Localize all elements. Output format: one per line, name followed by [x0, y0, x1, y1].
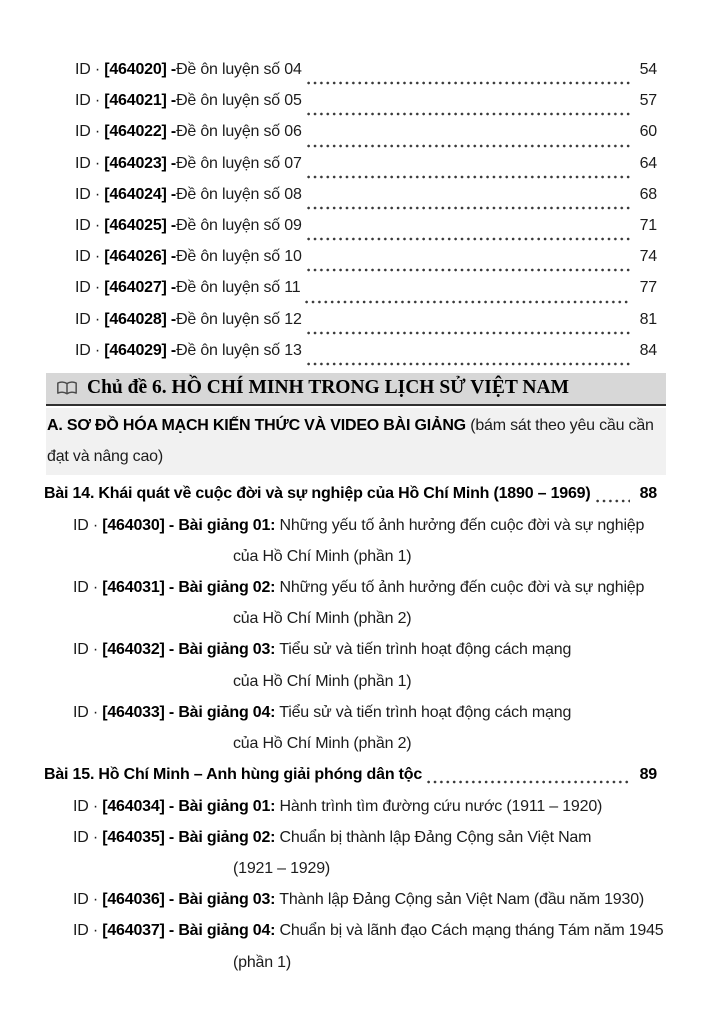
- toc-row-id: [464024] -: [104, 185, 177, 203]
- dot-leader: [307, 123, 630, 154]
- toc-row-title: Đề ôn luyện số 05: [176, 92, 302, 110]
- lecture-continuation-line: của Hồ Chí Minh (phần 1): [233, 672, 412, 690]
- dot-leader: [307, 342, 630, 373]
- dot-leader: [307, 155, 630, 186]
- lecture-id: [464037] -: [102, 922, 175, 940]
- toc-row-title: Đề ôn luyện số 09: [176, 216, 302, 234]
- exam-toc-list: [0, 0, 721, 373]
- toc-row: [75, 342, 657, 373]
- lesson-page-number: 89: [639, 766, 657, 784]
- lecture-label: Bài giảng 02:: [178, 828, 276, 846]
- lecture-item-line: [44, 884, 657, 915]
- dot-leader: [307, 217, 630, 248]
- section-a-note: (bám sát theo yêu cầu cần đạt và nâng cao): [47, 416, 654, 466]
- open-book-icon: [56, 381, 78, 396]
- lecture-item-line: [44, 634, 657, 665]
- lecture-text: Chuẩn bị và lãnh đạo Cách mạng tháng Tám năm 1945: [279, 922, 664, 940]
- toc-row: [75, 155, 657, 186]
- lecture-id-prefix: ID ·: [73, 797, 98, 815]
- lecture-id: [464036] -: [102, 891, 175, 909]
- lecture-text: Tiểu sử và tiến trình hoạt động cách mạng: [279, 703, 572, 721]
- toc-row-page-number: 81: [639, 310, 657, 328]
- lesson-title: Bài 14. Khái quát về cuộc đời và sự nghiệp của Hồ Chí Minh (1890 – 1969): [44, 485, 591, 503]
- toc-row-title: Đề ôn luyện số 08: [176, 185, 302, 203]
- chapter-title: Chủ đề 6. HỒ CHÍ MINH TRONG LỊCH SỬ VIỆT NAM: [87, 377, 569, 399]
- lecture-continuation-line: của Hồ Chí Minh (phần 1): [233, 547, 412, 565]
- lecture-id-prefix: ID ·: [73, 641, 98, 659]
- toc-row-id-prefix: ID ·: [75, 310, 100, 328]
- lecture-continuation-line: (1921 – 1929): [233, 859, 331, 877]
- lecture-item-line: [44, 822, 657, 853]
- lecture-label: Bài giảng 01:: [178, 516, 276, 534]
- lecture-id-prefix: ID ·: [73, 516, 98, 534]
- toc-row-id-prefix: ID ·: [75, 92, 100, 110]
- toc-row-id: [464026] -: [104, 248, 177, 266]
- dot-leader: [307, 61, 630, 92]
- lecture-item-line: [44, 915, 664, 946]
- toc-row-id-prefix: ID ·: [75, 279, 100, 297]
- lecture-id-prefix: ID ·: [73, 922, 98, 940]
- chapter-heading-band: [46, 373, 666, 406]
- toc-row-id-prefix: ID ·: [75, 61, 100, 78]
- toc-row-id: [464020] -: [104, 61, 177, 78]
- lecture-id: [464030] -: [102, 516, 175, 534]
- toc-row-id-prefix: ID ·: [75, 216, 100, 234]
- lesson-title-row: [44, 759, 657, 790]
- lecture-item-line: [44, 697, 657, 728]
- lecture-label: Bài giảng 03:: [178, 891, 276, 909]
- toc-row-title: Đề ôn luyện số 12: [176, 310, 302, 328]
- lecture-text: Thành lập Đảng Cộng sản Việt Nam (đầu năm 1930): [279, 891, 645, 909]
- toc-row-title: Đề ôn luyện số 04: [176, 61, 302, 78]
- lecture-item: [44, 510, 657, 572]
- toc-row: [75, 123, 657, 154]
- toc-row-id-prefix: ID ·: [75, 185, 100, 203]
- toc-row-id-prefix: ID ·: [75, 123, 100, 141]
- lesson-group: [44, 478, 657, 759]
- lecture-label: Bài giảng 03:: [178, 641, 276, 659]
- lecture-label: Bài giảng 04:: [178, 703, 276, 721]
- toc-row-title: Đề ôn luyện số 07: [176, 154, 302, 172]
- toc-row: [75, 61, 657, 92]
- lecture-continuation-line: của Hồ Chí Minh (phần 2): [233, 610, 412, 628]
- dot-leader: [596, 478, 631, 509]
- toc-row-id: [464021] -: [104, 92, 177, 110]
- lecture-item: [44, 697, 657, 759]
- toc-row-id: [464023] -: [104, 154, 177, 172]
- toc-row-id-prefix: ID ·: [75, 248, 100, 266]
- lecture-continuation-line: (phần 1): [233, 953, 291, 971]
- toc-row-page-number: 57: [639, 92, 657, 110]
- toc-row-id: [464027] -: [104, 279, 177, 297]
- toc-row-id-prefix: ID ·: [75, 154, 100, 172]
- lecture-text: Những yếu tố ảnh hưởng đến cuộc đời và sự nghiệp: [279, 579, 645, 597]
- lecture-id: [464031] -: [102, 579, 175, 597]
- toc-row-page-number: 60: [639, 123, 657, 141]
- lesson-group: [44, 759, 664, 977]
- toc-row-id: [464025] -: [104, 216, 177, 234]
- lecture-item: [44, 915, 664, 977]
- toc-row-id: [464022] -: [104, 123, 177, 141]
- toc-row-title: Đề ôn luyện số 06: [176, 123, 302, 141]
- toc-row-title: Đề ôn luyện số 13: [176, 341, 302, 359]
- lecture-id-prefix: ID ·: [73, 579, 98, 597]
- toc-row-page-number: 64: [639, 154, 657, 172]
- toc-row-page-number: 84: [639, 341, 657, 359]
- dot-leader: [305, 279, 630, 310]
- section-a-title: A. SƠ ĐỒ HÓA MẠCH KIẾN THỨC VÀ VIDEO BÀI GIẢNG: [47, 416, 466, 434]
- lecture-item-line: [44, 791, 657, 822]
- toc-row: [75, 92, 657, 123]
- toc-row-title: Đề ôn luyện số 10: [176, 248, 302, 266]
- dot-leader: [307, 92, 630, 123]
- lecture-item: [44, 822, 657, 884]
- lecture-id-prefix: ID ·: [73, 891, 98, 909]
- lecture-id-prefix: ID ·: [73, 703, 98, 721]
- lecture-continuation-line: của Hồ Chí Minh (phần 2): [233, 735, 412, 753]
- lecture-text: Tiểu sử và tiến trình hoạt động cách mạng: [279, 641, 572, 659]
- lecture-label: Bài giảng 01:: [178, 797, 276, 815]
- lecture-item-line: [44, 572, 657, 603]
- dot-leader: [307, 248, 630, 279]
- dot-leader: [307, 186, 630, 217]
- toc-row-page-number: 54: [639, 61, 657, 78]
- lecture-item-line: [44, 510, 657, 541]
- lecture-text: Những yếu tố ảnh hưởng đến cuộc đời và sự nghiệp: [279, 516, 645, 534]
- lesson-title-row: [44, 478, 657, 509]
- dot-leader: [427, 759, 630, 790]
- toc-row: [75, 186, 657, 217]
- toc-row: [75, 248, 657, 279]
- toc-row: [75, 217, 657, 248]
- lecture-label: Bài giảng 02:: [178, 579, 276, 597]
- lecture-text: Hành trình tìm đường cứu nước (1911 – 1920): [279, 797, 603, 815]
- toc-row-id-prefix: ID ·: [75, 341, 100, 359]
- lecture-id-prefix: ID ·: [73, 828, 98, 846]
- toc-row: [75, 311, 657, 342]
- lecture-id: [464035] -: [102, 828, 175, 846]
- toc-row-page-number: 77: [639, 279, 657, 297]
- toc-row-page-number: 71: [639, 216, 657, 234]
- toc-row-page-number: 74: [639, 248, 657, 266]
- lecture-id: [464033] -: [102, 703, 175, 721]
- lesson-title: Bài 15. Hồ Chí Minh – Anh hùng giải phóng dân tộc: [44, 766, 423, 784]
- lecture-item: [44, 884, 657, 915]
- toc-row-title: Đề ôn luyện số 11: [176, 279, 301, 297]
- lecture-item: [44, 572, 657, 634]
- toc-row-page-number: 68: [639, 185, 657, 203]
- lecture-item: [44, 791, 657, 822]
- dot-leader: [307, 311, 630, 342]
- lessons-list: [0, 475, 721, 977]
- lecture-text: Chuẩn bị thành lập Đảng Cộng sản Việt Nam: [279, 828, 592, 846]
- lecture-id: [464034] -: [102, 797, 175, 815]
- lecture-label: Bài giảng 04:: [178, 922, 276, 940]
- toc-row-id: [464028] -: [104, 310, 177, 328]
- lesson-page-number: 88: [639, 485, 657, 503]
- toc-row: [75, 279, 657, 310]
- lecture-item: [44, 634, 657, 696]
- lecture-id: [464032] -: [102, 641, 175, 659]
- toc-row-id: [464029] -: [104, 341, 177, 359]
- section-a-heading: [46, 408, 666, 476]
